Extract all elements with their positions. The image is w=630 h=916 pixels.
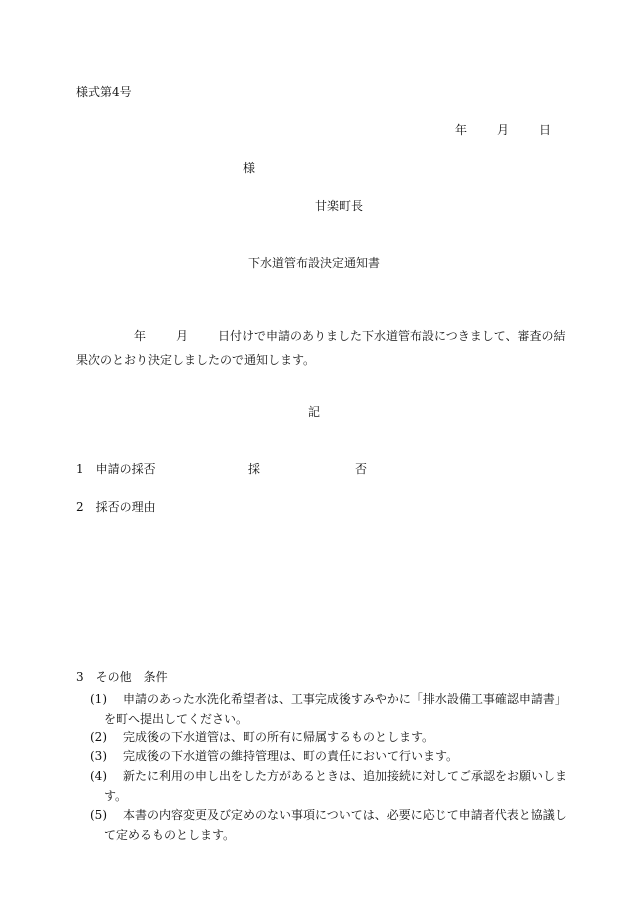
section-2-label: 2 採否の理由: [76, 500, 156, 514]
section-3-label: 3 その他 条件: [76, 670, 168, 684]
date-year-label: 年: [455, 123, 468, 137]
condition-continuation: て定めるものとします。: [104, 828, 236, 842]
date-line: [455, 124, 551, 136]
body-line1-text: 日付けで申請のありました下水道管布設につきまして、審査の結: [218, 329, 566, 343]
form-number: 様式第4号: [76, 85, 132, 99]
notice-body-line-2: 果次のとおり決定しましたので通知します。: [76, 353, 316, 367]
section-1-accept-option: 採: [248, 462, 261, 476]
condition-number: (3): [90, 749, 107, 763]
condition-number: (1): [90, 692, 107, 706]
condition-number: (4): [90, 769, 107, 783]
condition-item: [90, 766, 568, 806]
date-day-label: 日: [539, 123, 552, 137]
condition-text: 本書の内容変更及び定めのない事項については、必要に応じて申請者代表と協議し: [123, 808, 567, 822]
condition-item: [90, 689, 567, 729]
condition-number: (5): [90, 808, 107, 822]
issuer-name: 甘楽町長: [315, 199, 364, 213]
condition-item: [90, 805, 567, 845]
condition-item: [90, 727, 560, 747]
ki-heading: 記: [308, 405, 321, 419]
section-1-label: 1 申請の採否: [76, 462, 156, 476]
body-month-label: 月: [176, 329, 189, 343]
condition-text: 申請のあった水洗化希望者は、工事完成後すみやかに「排水設備工事確認申請書」: [123, 692, 567, 706]
notice-body: [76, 324, 566, 372]
section-1-reject-option: 否: [355, 462, 368, 476]
condition-continuation: す。: [104, 789, 128, 803]
addressee-suffix: 様: [243, 161, 256, 175]
date-month-label: 月: [497, 123, 510, 137]
condition-text: 完成後の下水道管の維持管理は、町の責任において行います。: [123, 749, 459, 763]
condition-continuation: を町へ提出してください。: [104, 712, 249, 726]
condition-text: 完成後の下水道管は、町の所有に帰属するものとします。: [123, 730, 435, 744]
notice-body-line-1: [76, 324, 566, 348]
condition-text: 新たに利用の申し出をした方があるときは、追加接続に対してご承認をお願いしま: [123, 769, 568, 783]
body-year-label: 年: [134, 329, 147, 343]
condition-number: (2): [90, 730, 107, 744]
condition-item: [90, 746, 560, 766]
document-title: 下水道管布設決定通知書: [248, 256, 381, 270]
